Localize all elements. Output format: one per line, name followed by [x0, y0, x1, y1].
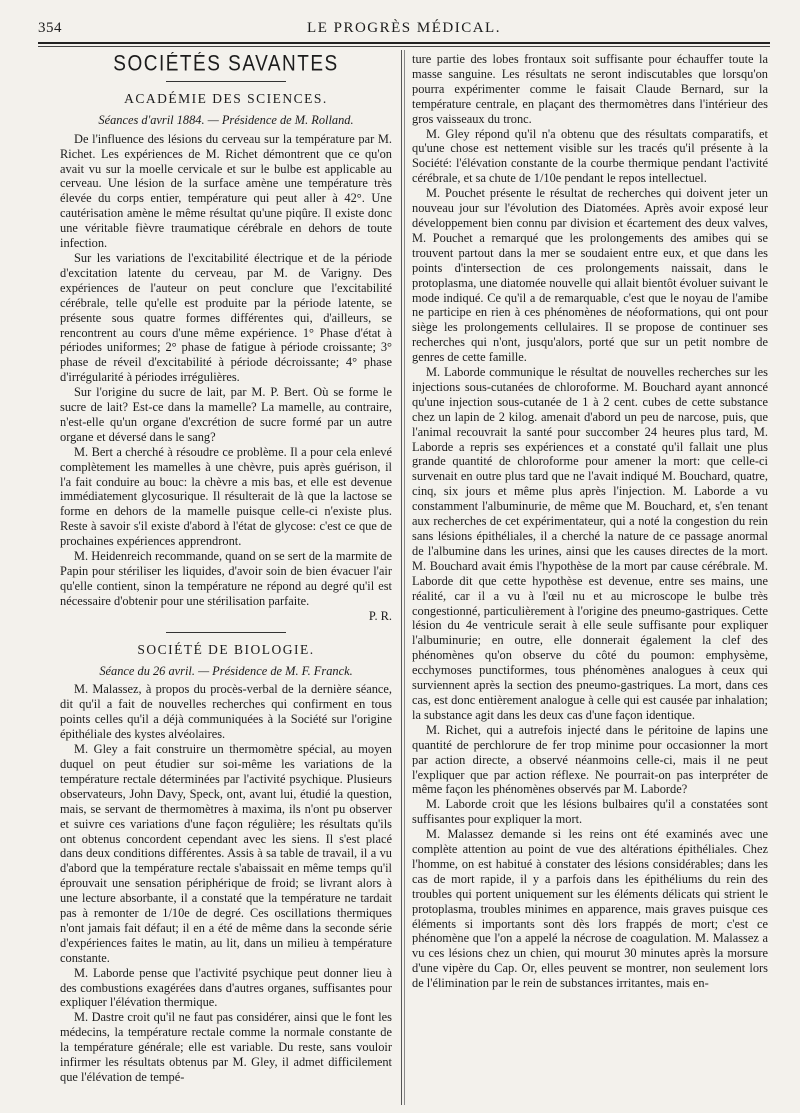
right-paragraph: M. Pouchet présente le résultat de recherches qui doivent jeter un nouveau jour sur l'évolution des Diatomées. Après avoir exposé leur développement bien connu par division et écartement des deux valves, M. Pouchet a remarqué que les prolongements des amibes qui se trouvent partout dans la mer se soudaient entre eux, et que dans les points d'intersection de ces prolongements naissait, dans le protoplasma, une diatomée nouvelle qui allait bientôt évoluer suivant le mode indiqué. Ce qu'il a de remarquable, c'est que le noyau de l'amibe ne participe en rien à ces phénomènes de néoformations, qui ont pour siège les prolongements cellulaires. Il se propose de continuer ses recherches qui n'ont, jusqu'alors, porté que sur un petit nombre de genres de cette famille. — [412, 186, 768, 365]
column-divider — [401, 50, 402, 1105]
right-paragraph: M. Malassez demande si les reins ont été examinés avec une complète attention au point de vue des altérations épithéliales. Chez l'homme, on est habitué à constater des lésions considérables; dans les cas de mort rapide, il y a parfois dans les épithéliums du rein des troubles qui portent uniquement sur les éléments délicats qui strient le protoplasma, troubles minimes en apparence, mais graves puisque ces éléments si importants sont dès lors frappés de mort; c'est ce phénomène que l'on a appelé la nécrose de coagulation. M. Malassez a vu ces lésions chez un chien, qui mourut 30 minutes après la morsure d'une vipère du Cap. Or, elles peuvent se montrer, non seulement lors de l'élimination par le rein de substances irritantes, mais en- — [412, 827, 768, 991]
academie-title: ACADÉMIE DES SCIENCES. — [124, 90, 328, 106]
academie-signature: P. R. — [368, 608, 392, 623]
academie-paragraph: Sur l'origine du sucre de lait, par M. P. Bert. Où se forme le sucre de lait? Est-ce dans la mamelle? La mamelle, au contraire, n'est-elle qu'un organe d'excrétion de sucre formé par un autre organe et déversé dans le sang? — [60, 385, 392, 444]
right-paragraph: M. Richet, qui a autrefois injecté dans le péritoine de lapins une quantité de perchlorure de fer trop minime pour occasionner la mort par action directe, a observé néanmoins celle-ci, mais il ne peut l'expliquer que par action réflexe. Ne pourrait-on pas interpréter de même façon les phénomènes observés par M. Laborde? — [412, 722, 768, 797]
page-number: 354 — [38, 20, 62, 36]
journal-title: LE PROGRÈS MÉDICAL. — [307, 20, 501, 36]
column-divider-inner — [404, 50, 405, 1105]
biologie-title: SOCIÉTÉ DE BIOLOGIE. — [137, 641, 315, 657]
header-rule-thin — [38, 46, 770, 47]
academie-paragraph: Sur les variations de l'excitabilité électrique et de la période d'excitation latente du cerveau, par M. de Varigny. Des expériences de l'auteur on peut conclure que l'excitabilité cérébrale, telle qu'elle est produite par la période latente, se présente sous quatre formes différentes qui, d'ailleurs, se rencontrent au cours d'une même expérience. 1° Phase d'état à périodes uniformes; 2° phase de fatigue à période croissante; 3° phase de réveil d'excitabilité à période décroissante; 4° phase d'irrégularité à périodes irrégulières. — [60, 250, 392, 385]
right-paragraph: ture partie des lobes frontaux soit suffisante pour échauffer toute la masse sanguine. Les résultats ne seront indiscutables que lorsqu'on pourra expérimenter comme le faisait Claude Bernard, sur la température centrale, en plaçant des thermomètres dans l'intérieur des gros vaisseaux du tronc. — [412, 52, 768, 126]
biologie-paragraph: M. Malassez, à propos du procès-verbal de la dernière séance, dit qu'il a fait de nouvelles recherches qui confirment en tous points celles qu'il a déjà communiquées à la Société sur l'origine épithéliale des kystes alvéolaires. — [60, 682, 392, 742]
academie-paragraph: M. Heidenreich recommande, quand on se sert de la marmite de Papin pour stériliser les liquides, d'avoir soin de bien évacuer l'air qu'elle contient, sinon la température ne répond au degré qu'il est nécessaire d'obtenir pour une stérilisation parfaite. — [60, 549, 392, 608]
right-column — [412, 52, 768, 991]
right-paragraph: M. Laborde communique le résultat de nouvelles recherches sur les injections sous-cutanées de chloroforme. M. Bouchard ayant annoncé qu'une injection sous-cutanée de 1 à 2 cent. cubes de cette substance chez un lapin de 2 kilog. amenait d'abord un peu de narcose, puis, que l'animal recouvrait la santé pour succomber 24 heures plus tard, M. Laborde a repris ses expériences et a constaté qu'il fallait une plus grande quantité de chloroforme pour amener la mort: que celle-ci survenait en outre plus tard que ne l'avait indiqué M. Bouchard, quatre, cinq, six jours et même plus après l'injection. M. Laborde a vu constamment l'albuminurie, de même que M. Bouchard, et, s'en tenant aux recherches de cet expérimentateur, qui a noté la congestion du rein sans lésions épithéliales, il a cherché la nature de ce passage anormal de l'albumine dans les urines, ainsi que les causes directes de la mort. M. Bouchard avait émis l'hypothèse de la mort par cause cérébrale. M. Laborde dit que cette hypothèse est devenue, entre ses mains, une réalité, car il a vu à l'œil nu et au microscope le bulbe très congestionné, particulièrement à l'origine des pneumo-gastriques. Cette lésion du 4e ventricule serait à elle seule suffisante pour expliquer l'albuminurie; en outre, elle donnerait également la clef des phénomènes qu'on observe du côté du poumon: emphysème, ecchymoses punctiformes, tous phénomènes analogues à ceux qui surviennent après la section des pneumo-gastriques. La mort, dans ces cas, est donc entièrement analogue à celle qui est causée par inhalation; la substance agit dans les deux cas d'une façon identique. — [412, 365, 768, 722]
right-paragraph: M. Gley répond qu'il n'a obtenu que des résultats comparatifs, et qu'une chose est nettement visible sur les tracés qu'il présente à la Société: l'élévation constante de la courbe thermique pendant l'activité cérébrale, et sa chute de 1/10e pendant le repos intellectuel. — [412, 126, 768, 186]
biologie-session: Séance du 26 avril. — Présidence de M. F. Franck. — [99, 663, 353, 678]
section-main-title: SOCIÉTÉS SAVANTES — [113, 52, 339, 77]
title-rule — [166, 81, 286, 82]
section-rule — [166, 632, 286, 633]
academie-paragraph: De l'influence des lésions du cerveau sur la température par M. Richet. Les expériences de M. Richet démontrent que ce qu'on avait vu sur la moelle cervicale et sur le bulbe est applicable au cerveau. Une lésion de la surface amène une température très élevée du corps entier, température qui peut aller à 42°. Une cautérisation amène le même résultat qu'une piqûre. Il existe donc une véritable fièvre traumatique cérébrale en dehors de toute infection. — [60, 131, 392, 251]
academie-session: Séances d'avril 1884. — Présidence de M. Rolland. — [98, 112, 354, 127]
academie-paragraph: M. Bert a cherché à résoudre ce problème. Il a pour cela enlevé complètement les mamelles à une chèvre, puis après guérison, il l'a fait conduire au bouc: la chèvre a mis bas, et elle est devenue immédiatement glycosurique. Il résulterait de là que la lactose se forme en dehors de la mamelle puisque celle-ci n'existe plus. Reste à savoir s'il existe d'abord à l'état de glycose: c'est ce que de prochaines expériences apprendront. — [60, 444, 392, 549]
biologie-paragraph: M. Laborde pense que l'activité psychique peut donner lieu à des combustions exagérées dans d'autres organes, suffisantes pour expliquer l'élévation thermique. — [60, 965, 392, 1010]
page-header — [38, 18, 770, 40]
header-rule — [38, 42, 770, 44]
left-column — [60, 52, 392, 1085]
biologie-paragraph: M. Gley a fait construire un thermomètre spécial, au moyen duquel on peut étudier sur soi-même les variations de la température rectale déterminées par l'activité psychique. Plusieurs observateurs, John Davy, Speck, ont, avant lui, étudié la question, mais, se servant de thermomètres à maxima, ils n'ont pu observer et suivre ces variations d'une façon régulière; les résultats qu'ils ont obtenus concordent cependant avec les siens. Il s'est placé dans deux conditions différentes. Assis à sa table de travail, il a vu d'abord que la température rectale s'abaissait en même temps qu'il éprouvait une sensation périphérique de froid; se livrant alors à une lecture absorbante, il a constaté que la température ne tardait pas à remonter de 1/10e de degré. Ces oscillations thermiques n'ont jamais fait défaut; il en a été de même dans la seconde série d'expériences faites le matin, au lit, dans un milieu à température constante. — [60, 742, 392, 965]
right-paragraph: M. Laborde croit que les lésions bulbaires qu'il a constatées sont suffisantes pour expliquer la mort. — [412, 797, 768, 827]
biologie-paragraph: M. Dastre croit qu'il ne faut pas considérer, ainsi que le font les médecins, la température rectale comme la normale constante de la température générale; elle est variable. Du reste, sans vouloir infirmer les résultats obtenus par M. Gley, il admet difficilement que l'élévation de tempé- — [60, 1010, 392, 1084]
